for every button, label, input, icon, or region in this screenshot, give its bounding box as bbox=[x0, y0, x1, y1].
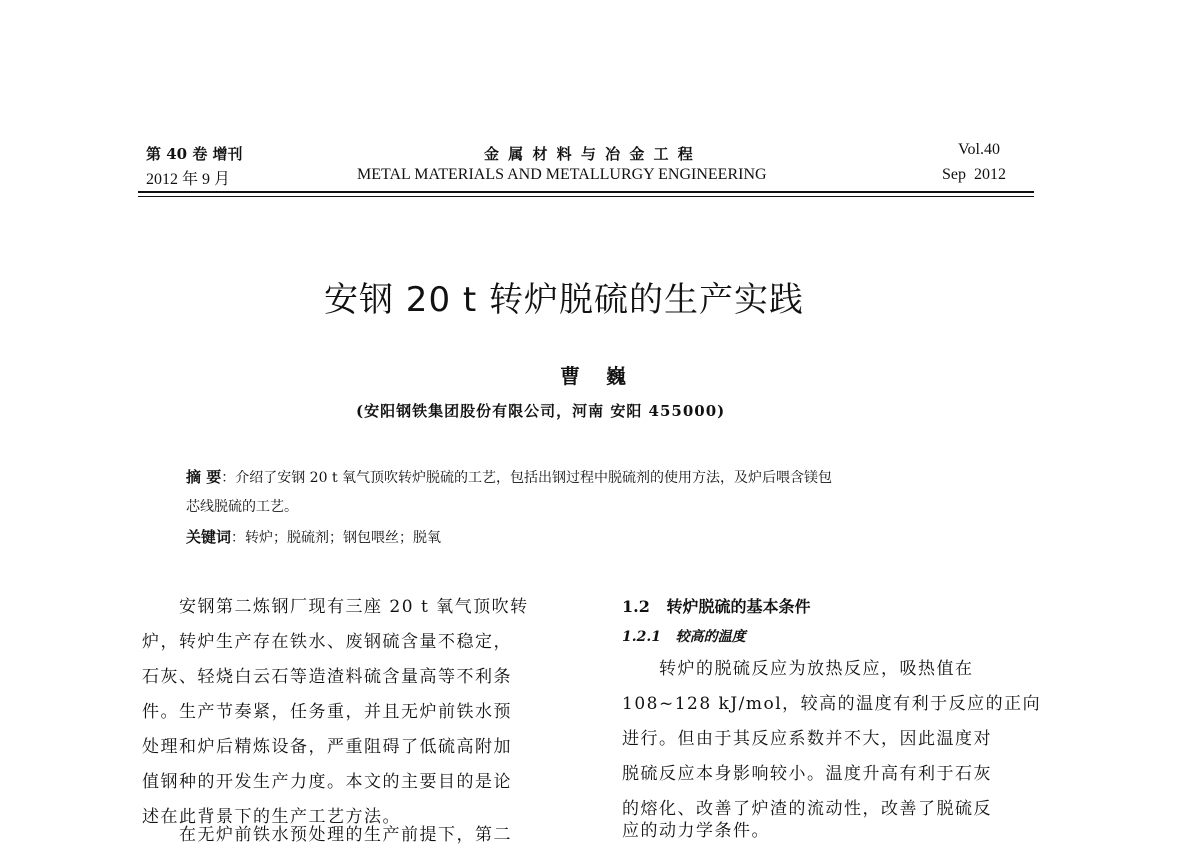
author-affiliation: (安阳钢铁集团股份有限公司，河南 安阳 455000) bbox=[356, 402, 726, 420]
section-heading: 1.2 转炉脱硫的基本条件 bbox=[622, 597, 811, 616]
abstract-text-1: ：介绍了安钢 20 t 氧气顶吹转炉脱硫的工艺，包括出钢过程中脱硫剂的使用方法，及炉后喂含镁包 bbox=[221, 470, 833, 486]
keywords-label: 关键词 bbox=[186, 528, 232, 546]
left-body-line-1: 安钢第二炼钢厂现有三座 20 t 氧气顶吹转 bbox=[142, 597, 529, 617]
left-body-line-3: 石灰、轻烧白云石等造渣料硫含量高等不利条 bbox=[142, 667, 512, 687]
journal-title-en: METAL MATERIALS AND METALLURGY ENGINEERING bbox=[357, 166, 767, 183]
right-body-line-3: 进行。但由于其反应系数并不大，因此温度对 bbox=[622, 729, 992, 749]
author-name: 曹巍 bbox=[560, 364, 652, 388]
left-body-line-5: 处理和炉后精炼设备，严重阻碍了低硫高附加 bbox=[142, 737, 512, 757]
paper-title: 安钢 20 t 转炉脱硫的生产实践 bbox=[324, 280, 805, 320]
keywords-line bbox=[186, 526, 441, 547]
keywords-text: ：转炉；脱硫剂；钢包喂丝；脱氧 bbox=[231, 530, 442, 546]
abstract-label: 摘 要 bbox=[186, 468, 222, 486]
header-rule-thick bbox=[138, 191, 1034, 193]
journal-volume: 第 40 卷 增刊 bbox=[146, 145, 243, 163]
right-body-line-2: 108~128 kJ/mol，较高的温度有利于反应的正向 bbox=[622, 694, 1042, 714]
left-body-line-4: 件。生产节奏紧，任务重，并且无炉前铁水预 bbox=[142, 702, 512, 722]
left-body-line-8: 在无炉前铁水预处理的生产前提下，第二 bbox=[142, 825, 512, 845]
left-body-line-7: 述在此背景下的生产工艺方法。 bbox=[142, 807, 401, 827]
abstract-line-1 bbox=[186, 466, 832, 487]
journal-vol-en: Vol.40 bbox=[958, 141, 1000, 158]
right-body-line-1: 转炉的脱硫反应为放热反应，吸热值在 bbox=[622, 659, 974, 679]
right-body-line-5: 的熔化、改善了炉渣的流动性，改善了脱硫反 bbox=[622, 799, 992, 819]
journal-date: 2012 年 9 月 bbox=[146, 171, 231, 188]
left-body-line-6: 值钢种的开发生产力度。本文的主要目的是论 bbox=[142, 772, 512, 792]
abstract-line-2: 芯线脱硫的工艺。 bbox=[186, 499, 298, 515]
journal-date-en: Sep 2012 bbox=[942, 166, 1006, 183]
header-rule-thin bbox=[138, 196, 1034, 197]
journal-title-cn: 金 属 材 料 与 冶 金 工 程 bbox=[484, 145, 695, 163]
right-body-line-4: 脱硫反应本身影响较小。温度升高有利于石灰 bbox=[622, 764, 992, 784]
subsection-heading: 1.2.1 较高的温度 bbox=[622, 629, 746, 645]
right-body-line-6: 应的动力学条件。 bbox=[622, 821, 770, 841]
left-body-line-2: 炉，转炉生产存在铁水、废钢硫含量不稳定， bbox=[142, 632, 512, 652]
